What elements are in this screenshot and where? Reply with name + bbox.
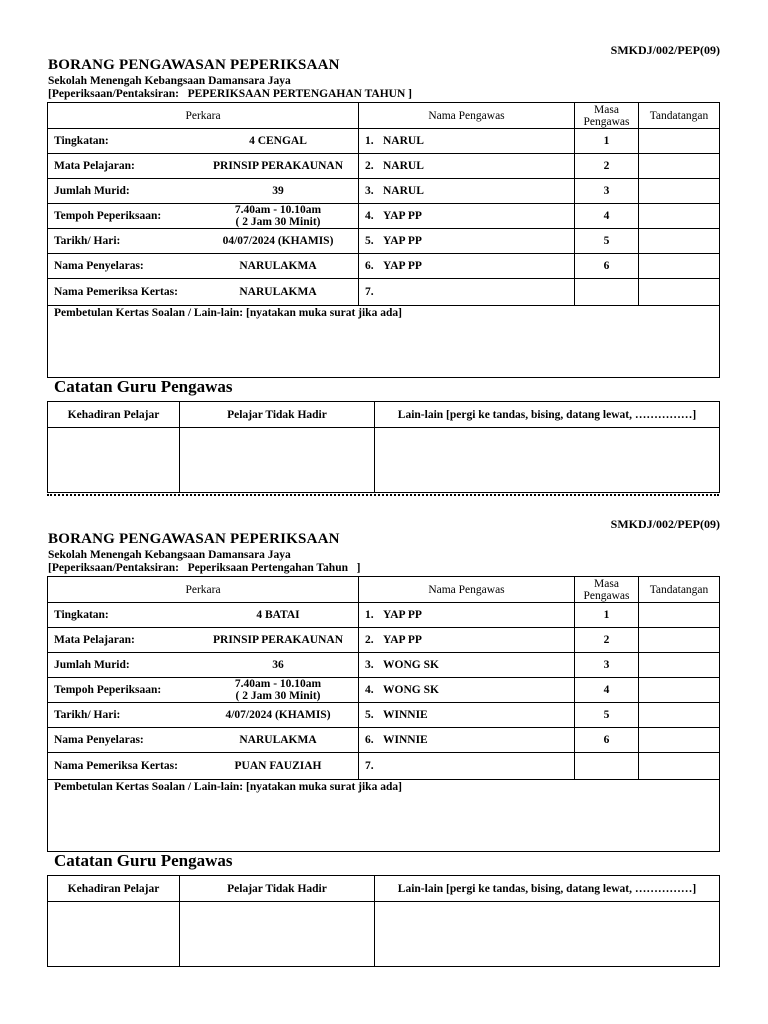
lain-lain-cell[interactable]	[375, 428, 720, 493]
row-value[interactable]: PUAN FAUZIAH	[234, 760, 322, 772]
form-2	[0, 517, 768, 991]
supervisor-session[interactable]: 1	[575, 603, 639, 628]
row-label: Tarikh/ Hari:	[54, 235, 121, 247]
duration-time: 7.40am - 10.10am	[234, 204, 322, 216]
form-title: BORANG PENGAWASAN PEPERIKSAAN	[48, 531, 340, 547]
header-tidak-hadir: Pelajar Tidak Hadir	[180, 402, 375, 428]
exam-line: [Peperiksaan/Pentaksiran: PEPERIKSAAN PERTENGAHAN TAHUN ]	[48, 88, 412, 100]
row-number: 1.	[365, 135, 374, 147]
supervisor-name[interactable]: YAP PP	[383, 260, 422, 272]
row-value[interactable]: 4 BATAI	[256, 609, 300, 621]
row-number: 4.	[365, 684, 374, 696]
row-value[interactable]	[204, 204, 352, 228]
row-value[interactable]: 04/07/2024 (KHAMIS)	[222, 235, 334, 247]
signature-cell[interactable]	[639, 154, 720, 179]
row-value[interactable]: 4 CENGAL	[249, 135, 307, 147]
table-row	[48, 603, 720, 628]
signature-cell[interactable]	[639, 753, 720, 780]
table-row	[48, 653, 720, 678]
form-1	[0, 43, 768, 517]
row-number: 2.	[365, 634, 374, 646]
row-label: Tingkatan:	[54, 609, 109, 621]
table-row	[48, 129, 720, 154]
header-kehadiran: Kehadiran Pelajar	[48, 402, 180, 428]
supervisor-name[interactable]: NARUL	[383, 135, 424, 147]
signature-cell[interactable]	[639, 728, 720, 753]
supervisor-session[interactable]: 5	[575, 703, 639, 728]
supervisor-name[interactable]: WINNIE	[383, 709, 428, 721]
signature-cell[interactable]	[639, 179, 720, 204]
supervisor-session[interactable]: 1	[575, 129, 639, 154]
supervisor-name[interactable]: YAP PP	[383, 235, 422, 247]
table-row	[48, 753, 720, 780]
table-row	[48, 728, 720, 753]
table-row	[48, 703, 720, 728]
header-tandatangan: Tandatangan	[639, 577, 720, 603]
supervisor-session[interactable]	[575, 753, 639, 780]
table-row	[48, 154, 720, 179]
row-number: 2.	[365, 160, 374, 172]
form-title: BORANG PENGAWASAN PEPERIKSAAN	[48, 57, 340, 73]
supervisor-session[interactable]: 2	[575, 628, 639, 653]
supervisor-session[interactable]: 6	[575, 728, 639, 753]
header-tandatangan: Tandatangan	[639, 103, 720, 129]
attendance-body-row	[48, 428, 720, 493]
supervisor-session[interactable]: 4	[575, 204, 639, 229]
row-value[interactable]: NARULAKMA	[239, 260, 317, 272]
notes-label: Pembetulan Kertas Soalan / Lain-lain: [nyatakan muka surat jika ada]	[54, 781, 402, 793]
form-code: SMKDJ/002/PEP(09)	[610, 43, 720, 57]
signature-cell[interactable]	[639, 204, 720, 229]
row-label: Tingkatan:	[54, 135, 109, 147]
supervisor-name[interactable]: YAP PP	[383, 609, 422, 621]
tidak-hadir-cell[interactable]	[180, 902, 375, 967]
table-row	[48, 279, 720, 306]
duration-length: ( 2 Jam 30 Minit)	[235, 690, 321, 702]
table-row	[48, 179, 720, 204]
row-label: Tempoh Peperiksaan:	[54, 210, 162, 222]
kehadiran-cell[interactable]	[48, 428, 180, 493]
header-nama-pengawas: Nama Pengawas	[359, 577, 575, 603]
row-label: Nama Penyelaras:	[54, 734, 144, 746]
form-code: SMKDJ/002/PEP(09)	[610, 517, 720, 531]
duration-length: ( 2 Jam 30 Minit)	[235, 216, 321, 228]
table-row	[48, 678, 720, 703]
duration-time: 7.40am - 10.10am	[234, 678, 322, 690]
kehadiran-cell[interactable]	[48, 902, 180, 967]
header-masa-pengawas: Masa Pengawas	[575, 577, 639, 603]
signature-cell[interactable]	[639, 254, 720, 279]
signature-cell[interactable]	[639, 628, 720, 653]
attendance-header-row	[48, 876, 720, 902]
row-label: Nama Penyelaras:	[54, 260, 144, 272]
table-header-row	[48, 577, 720, 603]
table-header-row	[48, 103, 720, 129]
row-number: 3.	[365, 185, 374, 197]
row-value[interactable]: NARULAKMA	[239, 734, 317, 746]
signature-cell[interactable]	[639, 603, 720, 628]
supervisor-session[interactable]: 5	[575, 229, 639, 254]
table-row	[48, 254, 720, 279]
signature-cell[interactable]	[639, 678, 720, 703]
supervisor-name[interactable]: NARUL	[383, 185, 424, 197]
row-value[interactable]: NARULAKMA	[239, 286, 317, 298]
row-value[interactable]: PRINSIP PERAKAUNAN	[212, 634, 344, 646]
table-row	[48, 229, 720, 254]
supervisor-session[interactable]: 6	[575, 254, 639, 279]
row-label: Tarikh/ Hari:	[54, 709, 121, 721]
table-row	[48, 628, 720, 653]
row-number: 1.	[365, 609, 374, 621]
notes-field[interactable]	[48, 780, 720, 852]
header-nama-pengawas: Nama Pengawas	[359, 103, 575, 129]
table-row	[48, 204, 720, 229]
header-lain-lain: Lain-lain [pergi ke tandas, bising, datang lewat, ……………]	[375, 876, 720, 902]
row-value[interactable]: 36	[272, 659, 284, 671]
signature-cell[interactable]	[639, 229, 720, 254]
supervision-table	[47, 102, 720, 378]
row-value[interactable]: 39	[272, 185, 284, 197]
row-number: 6.	[365, 260, 374, 272]
notes-row	[48, 780, 720, 852]
supervisor-name[interactable]: NARUL	[383, 160, 424, 172]
supervisor-session[interactable]: 3	[575, 653, 639, 678]
row-value[interactable]	[204, 678, 352, 702]
header-masa-pengawas: Masa Pengawas	[575, 103, 639, 129]
school-name: Sekolah Menengah Kebangsaan Damansara Jaya	[48, 549, 291, 561]
row-value[interactable]: PRINSIP PERAKAUNAN	[212, 160, 344, 172]
notes-label: Pembetulan Kertas Soalan / Lain-lain: [nyatakan muka surat jika ada]	[54, 307, 402, 319]
row-label: Jumlah Murid:	[54, 185, 130, 197]
row-value[interactable]: 4/07/2024 (KHAMIS)	[225, 709, 331, 721]
row-label: Mata Pelajaran:	[54, 634, 135, 646]
attendance-table	[47, 875, 720, 967]
signature-cell[interactable]	[639, 129, 720, 154]
row-number: 6.	[365, 734, 374, 746]
signature-cell[interactable]	[639, 653, 720, 678]
tidak-hadir-cell[interactable]	[180, 428, 375, 493]
supervisor-name[interactable]: WINNIE	[383, 734, 428, 746]
row-number: 5.	[365, 709, 374, 721]
notes-field[interactable]	[48, 306, 720, 378]
supervisor-session[interactable]	[575, 279, 639, 306]
row-number: 7.	[365, 286, 374, 298]
header-kehadiran: Kehadiran Pelajar	[48, 876, 180, 902]
header-perkara: Perkara	[48, 577, 359, 603]
attendance-table	[47, 401, 720, 493]
catatan-title: Catatan Guru Pengawas	[54, 851, 233, 870]
school-name: Sekolah Menengah Kebangsaan Damansara Jaya	[48, 75, 291, 87]
signature-cell[interactable]	[639, 279, 720, 306]
exam-line: [Peperiksaan/Pentaksiran: Peperiksaan Pertengahan Tahun ]	[48, 562, 361, 574]
row-label: Mata Pelajaran:	[54, 160, 135, 172]
row-label: Nama Pemeriksa Kertas:	[54, 286, 178, 298]
supervision-table	[47, 576, 720, 852]
row-number: 5.	[365, 235, 374, 247]
signature-cell[interactable]	[639, 703, 720, 728]
supervisor-name[interactable]: WONG SK	[383, 659, 439, 671]
lain-lain-cell[interactable]	[375, 902, 720, 967]
row-label: Nama Pemeriksa Kertas:	[54, 760, 178, 772]
row-number: 3.	[365, 659, 374, 671]
supervisor-name[interactable]: WONG SK	[383, 684, 439, 696]
row-number: 7.	[365, 760, 374, 772]
supervisor-session[interactable]: 3	[575, 179, 639, 204]
attendance-header-row	[48, 402, 720, 428]
header-tidak-hadir: Pelajar Tidak Hadir	[180, 876, 375, 902]
supervisor-session[interactable]: 4	[575, 678, 639, 703]
cut-line	[47, 494, 719, 496]
notes-row	[48, 306, 720, 378]
supervisor-name[interactable]: YAP PP	[383, 210, 422, 222]
attendance-body-row	[48, 902, 720, 967]
row-label: Tempoh Peperiksaan:	[54, 684, 162, 696]
row-label: Jumlah Murid:	[54, 659, 130, 671]
supervisor-name[interactable]: YAP PP	[383, 634, 422, 646]
row-number: 4.	[365, 210, 374, 222]
supervisor-session[interactable]: 2	[575, 154, 639, 179]
header-lain-lain: Lain-lain [pergi ke tandas, bising, datang lewat, ……………]	[375, 402, 720, 428]
header-perkara: Perkara	[48, 103, 359, 129]
catatan-title: Catatan Guru Pengawas	[54, 377, 233, 396]
